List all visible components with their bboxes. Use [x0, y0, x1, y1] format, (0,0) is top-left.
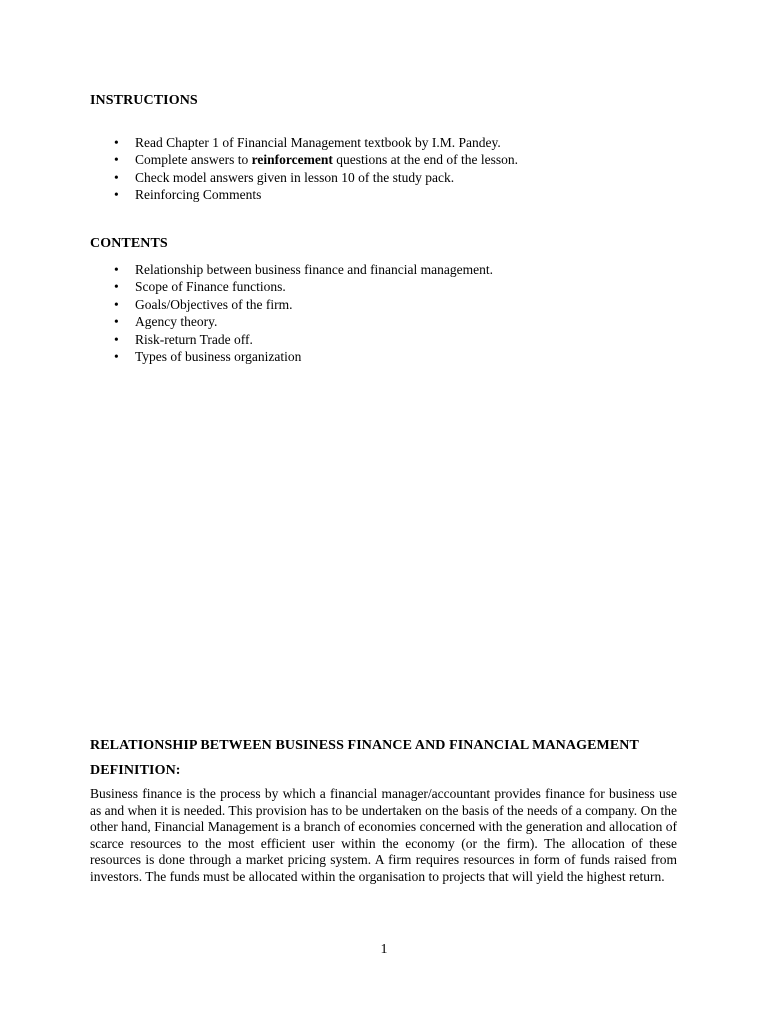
definition-paragraph: Business finance is the process by which a financial manager/accountant provides finance for business use as and when it is needed. This provision has to be undertaken on the basis of the needs of a company. On the other hand, Financial Management is a branch of economies concerned with the generation and allocation of scarce resources to the most efficient user within the economy (or the firm). The allocation of these resources is done through a market pricing system. A firm requires resources in form of funds raised from investors. The funds must be allocated within the organisation to projects that will yield the highest return.: [90, 786, 677, 884]
bullet-icon: •: [114, 135, 119, 150]
page-number: 1: [380, 942, 388, 957]
relationship-heading: RELATIONSHIP BETWEEN BUSINESS FINANCE AND FINANCIAL MANAGEMENT: [90, 738, 639, 753]
bullet-icon: •: [114, 279, 119, 295]
contents-item-text: Types of business organization: [135, 348, 302, 364]
instruction-text-suffix: questions at the end of the lesson.: [332, 152, 519, 168]
instruction-text-prefix: Complete answers to: [135, 152, 252, 168]
list-item: [90, 186, 518, 203]
list-item: [90, 278, 493, 295]
list-item: [90, 134, 518, 151]
bullet-icon: •: [114, 262, 119, 277]
list-item: [90, 169, 518, 186]
instruction-text: Check model answers given in lesson 10 of the study pack.: [135, 169, 455, 185]
bullet-icon: •: [114, 348, 119, 364]
list-item: [90, 313, 493, 330]
contents-item-text: Risk-return Trade off.: [135, 331, 253, 347]
list-item: [90, 151, 518, 168]
instructions-list: [90, 134, 518, 204]
contents-heading: CONTENTS: [90, 236, 168, 251]
list-item: [90, 331, 493, 348]
bullet-icon: •: [114, 314, 119, 330]
list-item: [90, 296, 493, 313]
instruction-text: Read Chapter 1 of Financial Management textbook by I.M. Pandey.: [135, 135, 501, 150]
contents-item-text: Goals/Objectives of the firm.: [135, 296, 293, 312]
contents-list: [90, 261, 493, 365]
bullet-icon: •: [114, 152, 119, 168]
contents-item-text: Agency theory.: [135, 314, 218, 330]
bullet-icon: •: [114, 296, 119, 312]
contents-item-text: Scope of Finance functions.: [135, 279, 286, 295]
bullet-icon: •: [114, 187, 119, 203]
list-item: [90, 261, 493, 278]
instruction-text-bold: reinforcement: [251, 152, 333, 168]
instructions-heading: INSTRUCTIONS: [90, 93, 198, 108]
instruction-text: Reinforcing Comments: [135, 187, 262, 203]
contents-item-text: Relationship between business finance and financial management.: [135, 262, 494, 277]
list-item: [90, 348, 493, 365]
definition-heading: DEFINITION:: [90, 763, 181, 778]
bullet-icon: •: [114, 331, 119, 347]
bullet-icon: •: [114, 169, 119, 185]
